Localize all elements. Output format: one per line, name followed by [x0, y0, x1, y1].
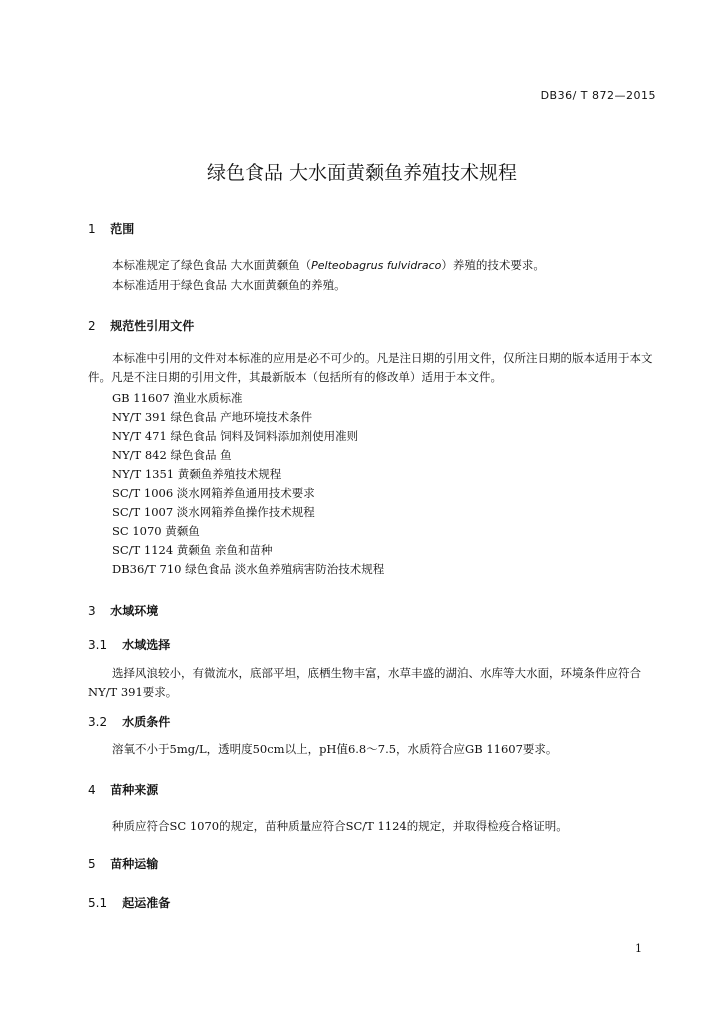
- section-5-1-heading: 5.1 起运准备: [88, 896, 171, 910]
- reference-item: SC/T 1007 淡水网箱养鱼操作技术规程: [112, 505, 315, 519]
- reference-item: SC/T 1124 黄颡鱼 亲鱼和苗种: [112, 543, 273, 557]
- section-3-1-text: 选择风浪较小，有微流水，底部平坦，底栖生物丰富，水草丰盛的湖泊、水库等大水面，环境条件应符合NY/T 391要求。: [88, 666, 641, 699]
- section-1-paragraph-2: 本标准适用于绿色食品 大水面黄颡鱼的养殖。: [112, 278, 346, 292]
- section-3-heading: 3 水域环境: [88, 604, 159, 618]
- section-3-2-heading: 3.2 水质条件: [88, 715, 171, 729]
- reference-item: SC/T 1006 淡水网箱养鱼通用技术要求: [112, 486, 315, 500]
- section-1-paragraph-1: 本标准规定了绿色食品 大水面黄颡鱼（Pelteobagrus fulvidraco）养殖的技术要求。: [112, 258, 545, 272]
- reference-item: NY/T 471 绿色食品 饲料及饲料添加剂使用准则: [112, 429, 359, 443]
- section-3-2-text: 溶氧不小于5mg/L，透明度50cm以上，pH值6.8～7.5，水质符合应GB 11607要求。: [112, 742, 558, 756]
- document-title: 绿色食品 大水面黄颡鱼养殖技术规程: [206, 162, 518, 184]
- reference-item: NY/T 842 绿色食品 鱼: [112, 448, 232, 462]
- reference-item: NY/T 1351 黄颡鱼养殖技术规程: [112, 467, 282, 481]
- reference-item: GB 11607 渔业水质标准: [112, 391, 243, 405]
- section-2-intro: 本标准中引用的文件对本标准的应用是必不可少的。凡是注日期的引用文件，仅所注日期的版本适用于本文件。凡是不注日期的引用文件，其最新版本（包括所有的修改单）适用于本文件。: [88, 351, 653, 384]
- standard-code: DB36/ T 872—2015: [540, 89, 656, 102]
- reference-item: DB36/T 710 绿色食品 淡水鱼养殖病害防治技术规程: [112, 562, 385, 576]
- reference-item: NY/T 391 绿色食品 产地环境技术条件: [112, 410, 313, 424]
- section-1-heading: 1 范围: [88, 222, 135, 236]
- page-number: 1: [635, 942, 642, 955]
- section-5-heading: 5 苗种运输: [88, 857, 159, 871]
- section-4-heading: 4 苗种来源: [88, 783, 159, 797]
- section-3-1-heading: 3.1 水域选择: [88, 638, 171, 652]
- reference-item: SC 1070 黄颡鱼: [112, 524, 200, 538]
- section-4-text: 种质应符合SC 1070的规定，苗种质量应符合SC/T 1124的规定，并取得检疫合格证明。: [112, 819, 568, 833]
- section-2-heading: 2 规范性引用文件: [88, 319, 195, 333]
